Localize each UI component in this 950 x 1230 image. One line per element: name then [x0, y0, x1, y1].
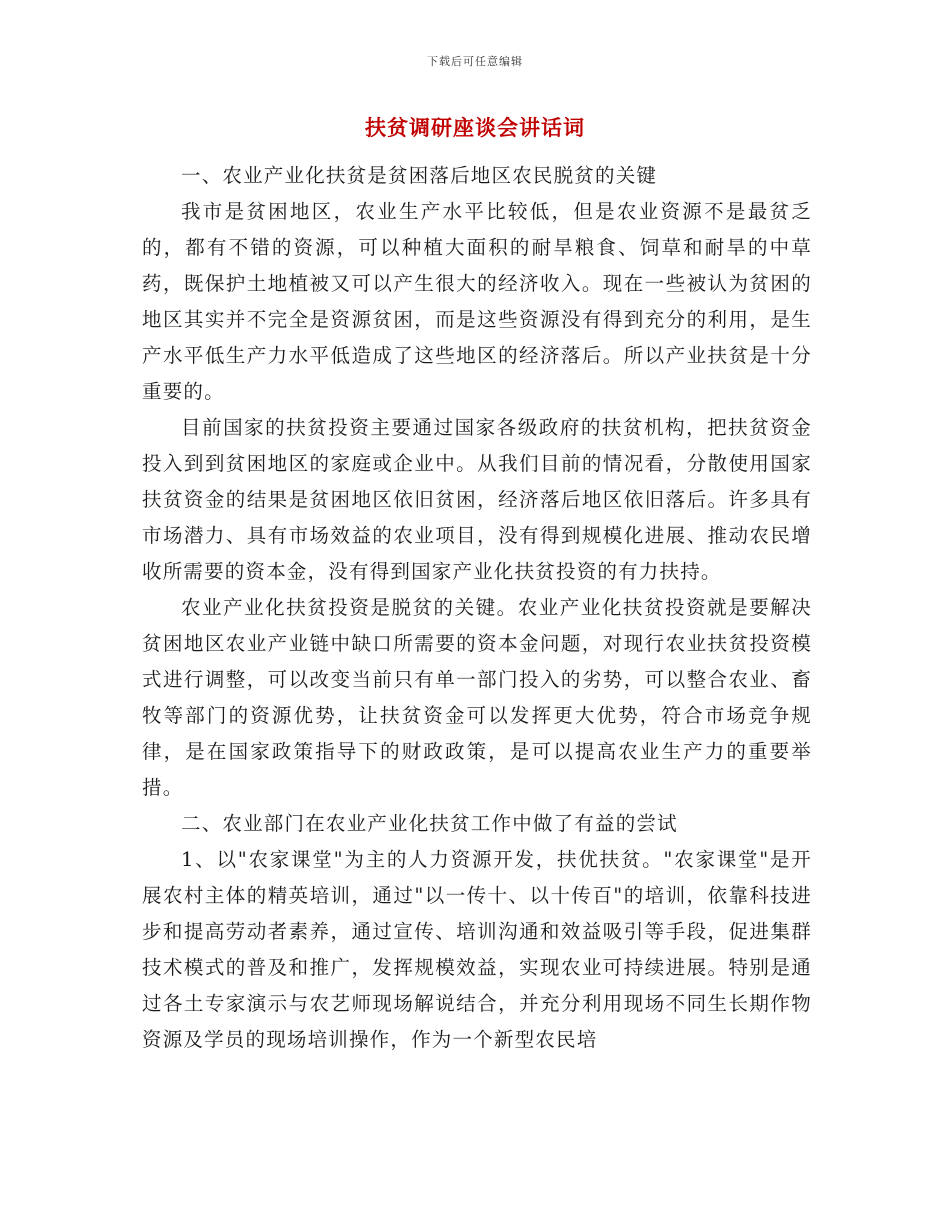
paragraph-2: 目前国家的扶贫投资主要通过国家各级政府的扶贫机构，把扶贫资金投入到到贫困地区的家庭或企业中。从我们目前的情况看，分散使用国家扶贫资金的结果是贫困地区依旧贫困，经济落后地区依旧落后。许多具有市场潜力、具有市场效益的农业项目，没有得到规模化进展、推动农民增收所需要的资本金，没有得到国家产业化扶贫投资的有力扶持。: [142, 416, 812, 583]
paragraph-3: 农业产业化扶贫投资是脱贫的关键。农业产业化扶贫投资就是要解决贫困地区农业产业链中缺口所需要的资本金问题，对现行农业扶贫投资模式进行调整，可以改变当前只有单一部门投入的劣势，可以整合农业、畜牧等部门的资源优势，让扶贫资金可以发挥更大优势，符合市场竞争规律，是在国家政策指导下的财政政策，是可以提高农业生产力的重要举措。: [142, 596, 812, 799]
section-heading-1: 一、农业产业化扶贫是贫困落后地区农民脱贫的关键: [181, 164, 658, 187]
document-body: [142, 158, 812, 1058]
document-title: 扶贫调研座谈会讲话词: [365, 116, 585, 140]
paragraph-1: 我市是贫困地区，农业生产水平比较低，但是农业资源不是最贫乏的，都有不错的资源，可以种植大面积的耐旱粮食、饲草和耐旱的中草药，既保护土地植被又可以产生很大的经济收入。现在一些被认为贫困的地区其实并不完全是资源贫困，而是这些资源没有得到充分的利用，是生产水平低生产力水平低造成了这些地区的经济落后。所以产业扶贫是十分重要的。: [142, 200, 812, 403]
header-note: 下载后可任意编辑: [427, 55, 523, 68]
section-heading-2: 二、农业部门在农业产业化扶贫工作中做了有益的尝试: [181, 812, 678, 835]
paragraph-4: 1、以"农家课堂"为主的人力资源开发，扶优扶贫。"农家课堂"是开展农村主体的精英培训，通过"以一传十、以十传百"的培训，依靠科技进步和提高劳动者素养，通过宣传、培训沟通和效益吸引等手段，促进集群技术模式的普及和推广，发挥规模效益，实现农业可持续进展。特别是通过各土专家演示与农艺师现场解说结合，并充分利用现场不同生长期作物资源及学员的现场培训操作，作为一个新型农民培: [142, 848, 812, 1051]
